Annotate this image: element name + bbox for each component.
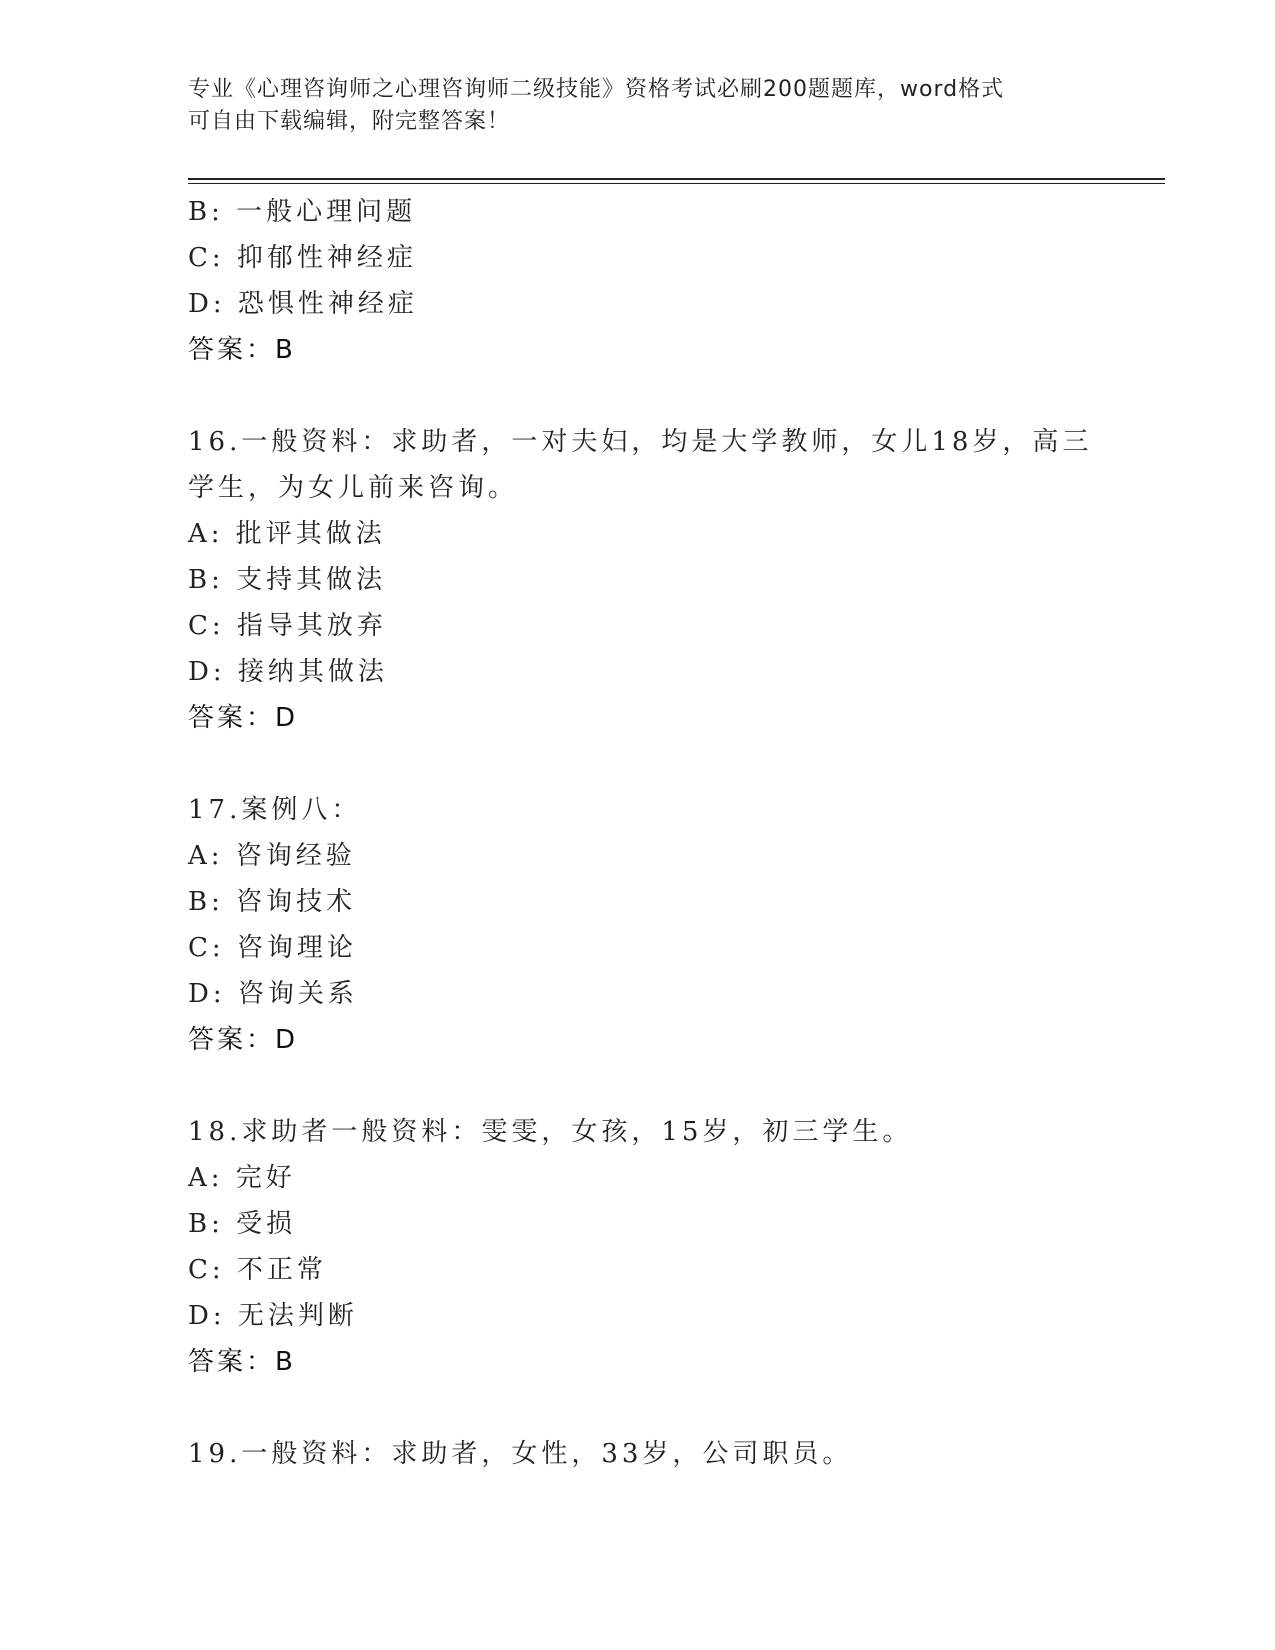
- question-17: [188, 787, 1148, 1063]
- spacer: [188, 1385, 1148, 1431]
- option-b: B: 支持其做法: [188, 565, 387, 595]
- option-d: D: 无法判断: [188, 1301, 358, 1331]
- option-b: B: 咨询技术: [188, 887, 357, 917]
- answer-line: 答案：B: [188, 335, 296, 365]
- header-line-1: 专业《心理咨询师之心理咨询师二级技能》资格考试必刷200题题库，word格式: [188, 77, 1005, 102]
- header-divider-thin: [188, 183, 1165, 184]
- question-16: [188, 419, 1148, 741]
- option-a: A: 咨询经验: [188, 841, 356, 871]
- option-c: C: 指导其放弃: [188, 611, 387, 641]
- option-a: A: 完好: [188, 1163, 296, 1193]
- spacer: [188, 1063, 1148, 1109]
- header-line-2: 可自由下载编辑，附完整答案！: [188, 109, 511, 134]
- question-stem: 19.一般资料：求助者，女性，33岁，公司职员。: [188, 1439, 853, 1469]
- option-b: B: 受损: [188, 1209, 297, 1239]
- answer-line: 答案：D: [188, 1025, 299, 1055]
- option-d: D: 接纳其做法: [188, 657, 388, 687]
- option-a: A: 批评其做法: [188, 519, 386, 549]
- header-divider-thick: [188, 178, 1165, 180]
- question-stem: 16.一般资料：求助者，一对夫妇，均是大学教师，女儿18岁，高三: [188, 427, 1093, 457]
- option-d: D: 恐惧性神经症: [188, 289, 418, 319]
- question-stem: 17.案例八：: [188, 795, 362, 825]
- spacer: [188, 373, 1148, 419]
- option-c: C: 咨询理论: [188, 933, 357, 963]
- question-list: [188, 189, 1148, 1477]
- spacer: [188, 741, 1148, 787]
- question-19: [188, 1431, 1148, 1477]
- option-d: D: 咨询关系: [188, 979, 358, 1009]
- question-stem-continued: 学生，为女儿前来咨询。: [188, 473, 519, 503]
- question-15-continuation: [188, 189, 1148, 373]
- answer-line: 答案：B: [188, 1347, 296, 1377]
- answer-line: 答案：D: [188, 703, 299, 733]
- question-18: [188, 1109, 1148, 1385]
- option-c: C: 抑郁性神经症: [188, 243, 417, 273]
- document-header: [188, 74, 1088, 138]
- option-c: C: 不正常: [188, 1255, 327, 1285]
- question-stem: 18.求助者一般资料：雯雯，女孩，15岁，初三学生。: [188, 1117, 913, 1147]
- option-b: B: 一般心理问题: [188, 197, 417, 227]
